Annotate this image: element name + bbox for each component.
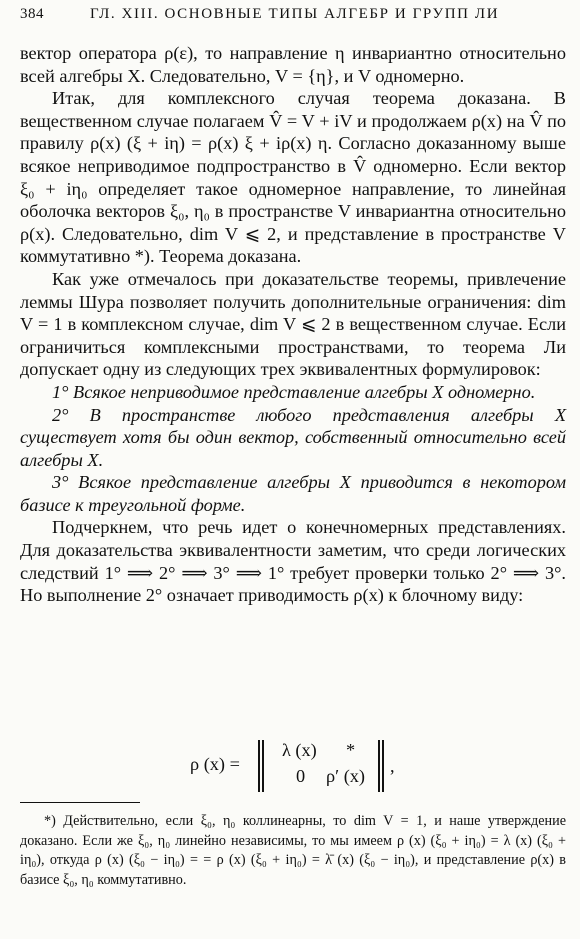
matrix-cell-star: *: [346, 740, 356, 760]
paragraph-real-case: Итак, для комплексного случая теорема доказана. В вещественном случае полагаем V̂ = V + iV и продолжаем ρ(x) на V̂ по правилу ρ(x) (ξ + iη) = ρ(x) ξ + iρ(x) η. Согласно доказанному выше всякое неприводимое подпространство в V̂ одномерно. Если вектор ξ₀ + iη₀ определяет такое одномерное направление, то линейная оболочка векторов ξ₀, η₀ в пространстве V инвариантна относительно ρ(x). Следовательно, dim V ⩽ 2, и представление в пространстве V коммутативно *). Теорема доказана.: [20, 88, 566, 267]
block-matrix-formula: [190, 738, 430, 794]
main-text: [20, 42, 566, 607]
footnote-text: *) Действительно, если ξ₀, η₀ коллинеарны, то dim V = 1, и наше утверждение доказано. Если же ξ₀, η₀ линейно независимы, то мы имеем ρ (x) (ξ₀ + iη₀) = λ (x) (ξ₀ + iη₀), откуда ρ (x) (ξ₀ − iη₀) = = ρ (x) (ξ₀ + iη₀) = λ̄ (x) (ξ₀ − iη₀), и представление ρ(x) в базисе ξ₀, η₀ коммутативно.: [20, 813, 566, 888]
matrix-cell-zero: 0: [296, 766, 306, 786]
matrix-left-bar-2: [262, 740, 264, 792]
matrix-left-bar-1: [258, 740, 260, 792]
page-number: 384: [20, 6, 44, 22]
formulation-1: 1° Всякое неприводимое представление алгебры X одномерно.: [52, 381, 536, 402]
formula-comma: ,: [390, 756, 395, 776]
formula-lhs: ρ (x) =: [190, 754, 240, 774]
paragraph-equivalence: Подчеркнем, что речь идет о конечномерных представлениях. Для доказательства эквивалентности заметим, что среди логических следствий 1° ⟹ 2° ⟹ 3° ⟹ 1° требует проверки только 2° ⟹ 3°. Но выполнение 2° означает приводимость ρ(x) к блочному виду:: [20, 517, 566, 606]
matrix-right-bar-1: [378, 740, 380, 792]
paragraph-schur-lemma: Как уже отмечалось при доказательстве теоремы, привлечение леммы Шура позволяет получить дополнительные ограничения: dim V = 1 в комплексном случае, dim V ⩽ 2 в вещественном случае. Если ограничиться комплексными пространствами, то теорема Ли допускает одну из следующих трех эквивалентных формулировок:: [20, 268, 566, 380]
paragraph-continuation: вектор оператора ρ(ε), то направление η инвариантно относительно всей алгебры X. Следовательно, V = {η}, и V одномерно.: [20, 43, 566, 86]
matrix-right-bar-2: [382, 740, 384, 792]
page-header: [20, 6, 566, 30]
running-title: ГЛ. XIII. ОСНОВНЫЕ ТИПЫ АЛГЕБР И ГРУПП ЛИ: [90, 6, 500, 22]
formulation-2: 2° В пространстве любого представления алгебры X существует хотя бы один вектор, собственный относительно всей алгебры X.: [20, 404, 566, 470]
matrix-cell-rho-prime: ρ′ (x): [326, 766, 366, 786]
matrix-cell-lambda: λ (x): [282, 740, 317, 760]
footnote: [20, 812, 566, 890]
footnote-rule: [20, 802, 140, 803]
formulation-3: 3° Всякое представление алгебры X приводится в некотором базисе к треугольной форме.: [20, 472, 566, 515]
